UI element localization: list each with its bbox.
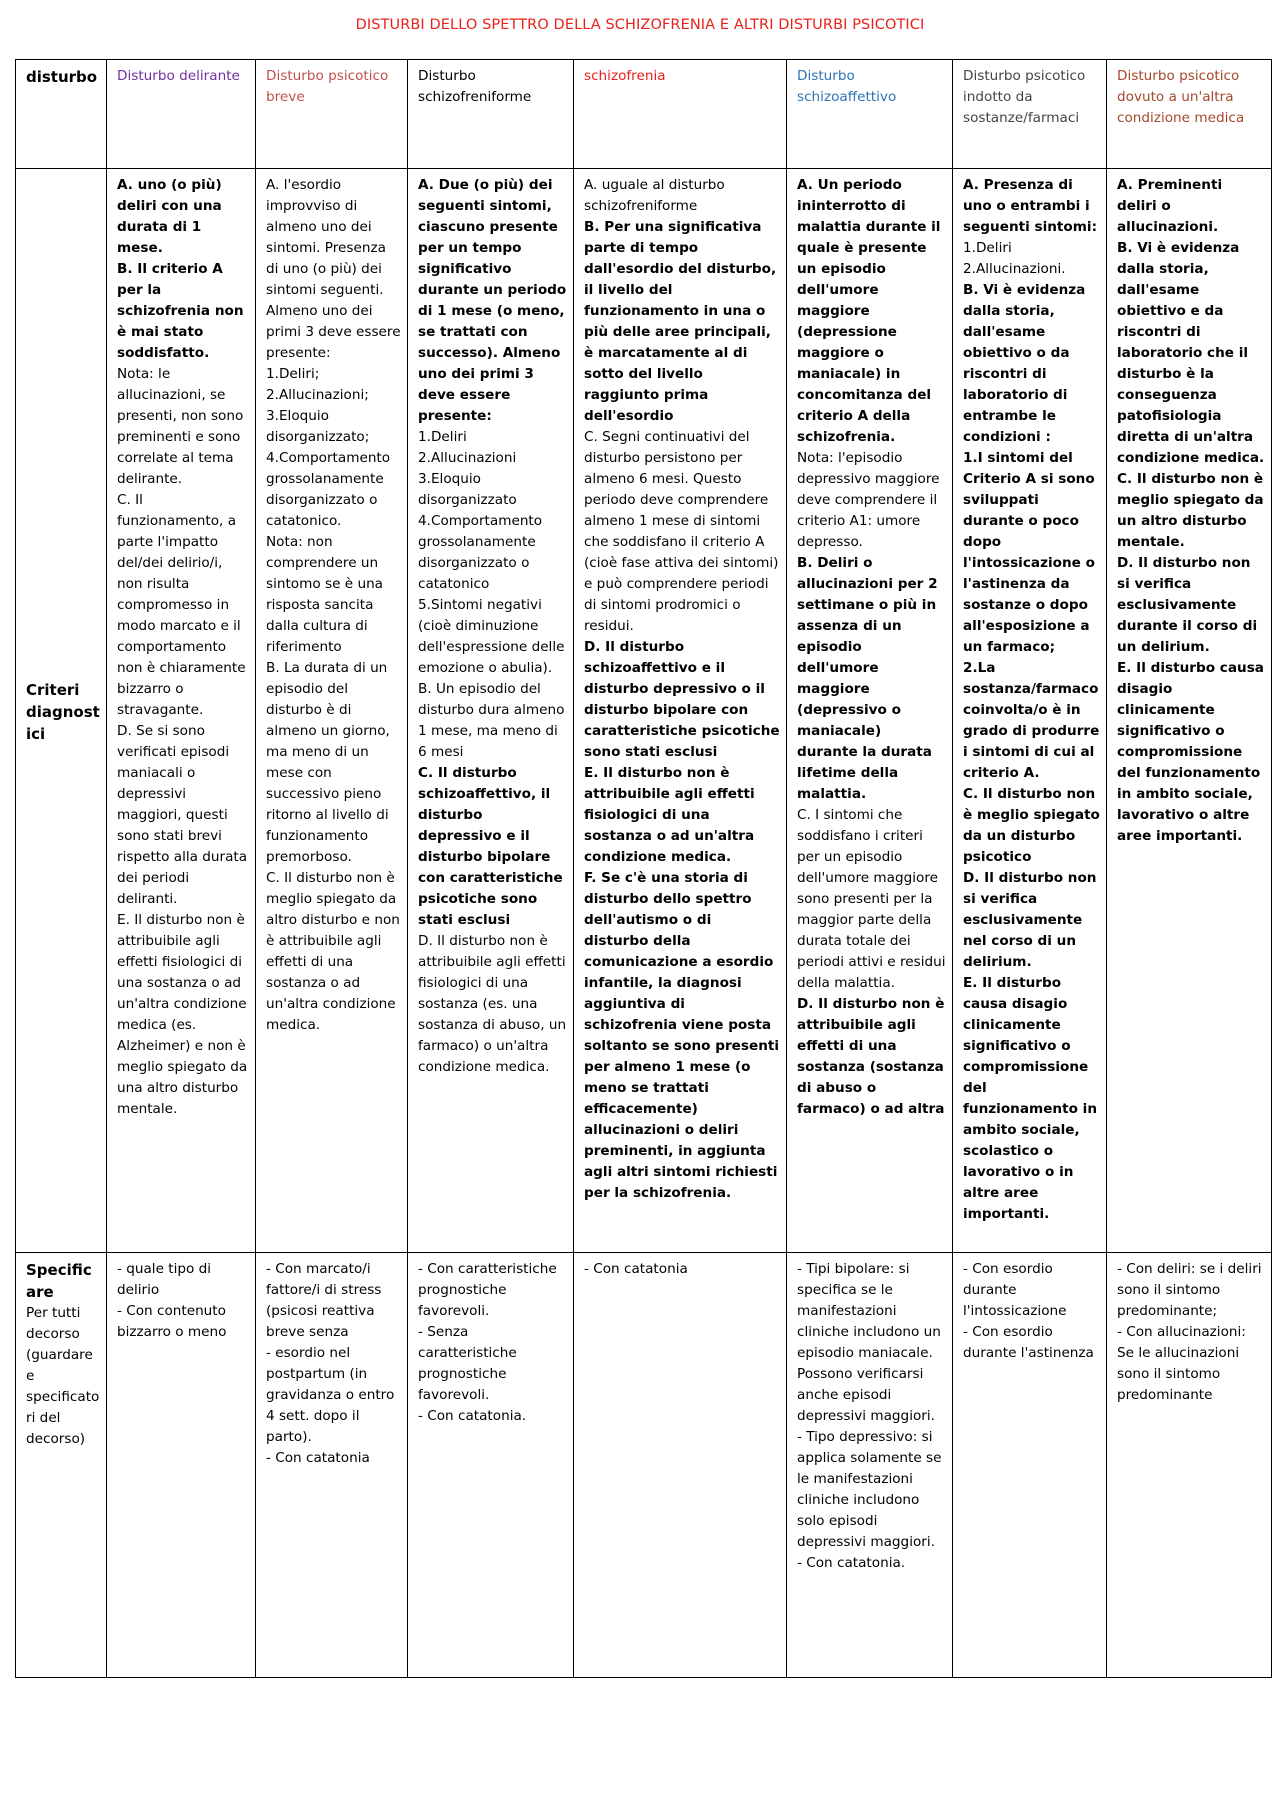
criterion-item: A. Due (o più) dei seguenti sintomi, ciascuno presente per un tempo significativo durante un periodo di 1 mese (o meno, se trattati con successo). Almeno uno dei primi 3 deve essere presente:: [418, 177, 571, 424]
header-schizofrenia: schizofrenia: [574, 60, 787, 169]
criterion-item: 3.Eloquio disorganizzato;: [266, 408, 370, 445]
criterion-item: D. Il disturbo non è attribuibile agli effetti di una sostanza (sostanza di abuso o farmaco) o ad altra: [797, 996, 950, 1117]
specifier-item: - quale tipo di delirio: [117, 1261, 216, 1298]
criterion-item: A. Presenza di uno o entrambi i seguenti sintomi:: [963, 177, 1098, 235]
header-label: disturbo: [26, 68, 98, 86]
specifier-item: - esordio nel postpartum (in gravidanza o entro 4 sett. dopo il parto).: [266, 1345, 399, 1445]
criterion-item: E. Il disturbo causa disagio clinicamente significativo o compromissione del funzionamento in ambito sociale, lavorativo o altre aree importanti.: [1117, 660, 1269, 844]
criteria-schizofrenia: [574, 169, 787, 1253]
criterion-item: C. Segni continuativi del disturbo persistono per almeno 6 mesi. Questo periodo deve comprendere almeno 1 mese di sintomi che soddisfano il criterio A (cioè fase attiva dei sintomi) e può comprendere periodi di sintomi prodromici o residui.: [584, 429, 783, 634]
header-schizoaffettivo: Disturbo schizoaffettivo: [787, 60, 953, 169]
header-psicotico-breve: Disturbo psicotico breve: [256, 60, 408, 169]
specifier-item: - Tipi bipolare: si specifica se le manifestazioni cliniche includono un episodio maniacale. Possono verificarsi anche episodi depressivi maggiori.: [797, 1261, 946, 1424]
specifier-item: - Con marcato/i fattore/i di stress (psicosi reattiva breve senza: [266, 1261, 386, 1340]
specifier-item: - Con esordio durante l'intossicazione: [963, 1261, 1067, 1319]
specifiers-label: Specificare: [26, 1261, 92, 1301]
criteria-psicotico-breve: [256, 169, 408, 1253]
criteria-label: Criteri diagnostici: [26, 680, 100, 743]
header-condizione-medica: Disturbo psicotico dovuto a un'altra condizione medica: [1107, 60, 1272, 169]
criterion-item: C. Il disturbo non è meglio spiegato da un altro disturbo mentale.: [1117, 471, 1269, 550]
criterion-item: C. Il funzionamento, a parte l'impatto del/dei delirio/i, non risulta compromesso in modo marcato e il comportamento non è chiaramente bizzarro o stravagante.: [117, 492, 250, 718]
criterion-item: 5.Sintomi negativi (cioè diminuzione dell'espressione delle emozione o abulia).: [418, 597, 569, 676]
specifiers-sublabel: Per tutti decorso (guardare e specificatori del decorso): [26, 1305, 100, 1447]
criterion-item: 1.Deliri: [418, 429, 467, 445]
criterion-item: 4.Comportamento grossolanamente disorganizzato o catatonico.: [266, 450, 395, 529]
criterion-item: 4.Comportamento grossolanamente disorganizzato o catatonico: [418, 513, 547, 592]
criterion-item: B. Vi è evidenza dalla storia, dall'esame obiettivo e da riscontri di laboratorio che il disturbo è la conseguenza patofisiologia diretta di un'altra condizione medica.: [1117, 240, 1265, 466]
criterion-item: C. Il disturbo non è meglio spiegato da altro disturbo e non è attribuibile agli effetti di una sostanza o ad un'altra condizione medica.: [266, 870, 405, 1033]
specifiers-delirante: [107, 1253, 256, 1678]
criterion-item: B. Deliri o allucinazioni per 2 settimane o più in assenza di un episodio dell'umore maggiore (depressivo o maniacale) durante la durata lifetime della malattia.: [797, 555, 943, 802]
criteria-schizoaffettivo: [787, 169, 953, 1253]
criteria-schizofreniforme: [408, 169, 574, 1253]
specifier-item: - Con deliri: se i deliri sono il sintomo predominante;: [1117, 1261, 1266, 1319]
document-title: DISTURBI DELLO SPETTRO DELLA SCHIZOFRENIA E ALTRI DISTURBI PSICOTICI: [355, 17, 925, 33]
criteria-indotto-sostanze: [953, 169, 1107, 1253]
criterion-item: Nota: non comprendere un sintomo se è una risposta sancita dalla cultura di riferimento: [266, 534, 388, 655]
criterion-item: 1.I sintomi del Criterio A si sono sviluppati durante o poco dopo l'intossicazione o l'astinenza da sostanze o dopo all'esposizione a un farmaco;: [963, 450, 1100, 655]
criterion-item: 1.Deliri: [963, 240, 1012, 256]
criterion-item: B. Il criterio A per la schizofrenia non è mai stato soddisfatto.: [117, 261, 249, 361]
criterion-item: F. Se c'è una storia di disturbo dello spettro dell'autismo o di disturbo della comunicazione a esordio infantile, la diagnosi aggiuntiva di schizofrenia viene posta soltanto se sono presenti per almeno 1 mese (o meno se trattati efficacemente) allucinazioni o deliri preminenti, in aggiunta agli altri sintomi richiesti per la schizofrenia.: [584, 870, 784, 1201]
specifier-item: - Con catatonia: [266, 1450, 370, 1466]
specifiers-indotto-sostanze: [953, 1253, 1107, 1678]
criterion-item: A. Un periodo ininterrotto di malattia durante il quale è presente un episodio dell'umore maggiore (depressione maggiore o maniacale) in concomitanza del criterio A della schizofrenia.: [797, 177, 946, 445]
header-delirante: Disturbo delirante: [107, 60, 256, 169]
specifiers-row: [16, 1253, 1272, 1678]
criterion-item: B. La durata di un episodio del disturbo è di almeno un giorno, ma meno di un mese con successivo pieno ritorno al livello di funzionamento premorboso.: [266, 660, 395, 865]
criterion-item: E. Il disturbo non è attribuibile agli effetti fisiologici di una sostanza o ad un'altra condizione medica.: [584, 765, 760, 865]
specifier-item: - Con catatonia.: [797, 1555, 906, 1571]
criterion-item: C. I sintomi che soddisfano i criteri per un episodio dell'umore maggiore sono presenti per la maggior parte della durata totale dei periodi attivi e residui della malattia.: [797, 807, 950, 991]
specifiers-schizofreniforme: [408, 1253, 574, 1678]
specifier-item: - Tipo depressivo: si applica solamente se le manifestazioni cliniche includono solo episodi depressivi maggiori.: [797, 1429, 946, 1550]
criterion-item: E. Il disturbo non è attribuibile agli effetti fisiologici di una sostanza o ad un'altra condizione medica (es. Alzheimer) e non è meglio spiegato da una altro disturbo mentale.: [117, 912, 252, 1117]
criterion-item: C. Il disturbo non è meglio spiegato da un disturbo psicotico: [963, 786, 1105, 865]
header-label-cell: [16, 60, 107, 169]
criterion-item: D. Il disturbo schizoaffettivo e il disturbo depressivo o il disturbo bipolare con caratteristiche psicotiche sono stati esclusi: [584, 639, 785, 760]
criterion-item: A. uno (o più) deliri con una durata di 1 mese.: [117, 177, 227, 256]
criterion-item: 2.Allucinazioni.: [963, 261, 1066, 277]
criteria-condizione-medica: [1107, 169, 1272, 1253]
criterion-item: A. l'esordio improvviso di almeno uno dei sintomi. Presenza di uno (o più) dei sintomi seguenti. Almeno uno dei primi 3 deve essere presente:: [266, 177, 405, 361]
criterion-item: 3.Eloquio disorganizzato: [418, 471, 517, 508]
criterion-item: Nota: l'episodio depressivo maggiore deve comprendere il criterio A1: umore depresso.: [797, 450, 944, 550]
specifier-item: - Con caratteristiche prognostiche favorevoli.: [418, 1261, 562, 1319]
criterion-item: 2.Allucinazioni;: [266, 387, 369, 403]
specifiers-schizoaffettivo: [787, 1253, 953, 1678]
criteria-row: [16, 169, 1272, 1253]
criterion-item: D. Il disturbo non si verifica esclusivamente nel corso di un delirium.: [963, 870, 1102, 970]
specifiers-schizofrenia: [574, 1253, 787, 1678]
criterion-item: A. Preminenti deliri o allucinazioni.: [1117, 177, 1227, 235]
criterion-item: D. Il disturbo non è attribuibile agli effetti fisiologici di una sostanza (es. una sostanza di abuso, un farmaco) o un'altra condizione medica.: [418, 933, 571, 1075]
criterion-item: B. Vi è evidenza dalla storia, dall'esame obiettivo o da riscontri di laboratorio di entrambe le condizioni :: [963, 282, 1091, 445]
criterion-item: B. Un episodio del disturbo dura almeno 1 mese, ma meno di 6 mesi: [418, 681, 569, 760]
criteria-label-cell: [16, 169, 107, 1253]
specifier-item: - Con catatonia.: [418, 1408, 527, 1424]
specifier-item: - Senza caratteristiche prognostiche favorevoli.: [418, 1324, 522, 1403]
specifier-item: - Con allucinazioni: Se le allucinazioni sono il sintomo predominante: [1117, 1324, 1251, 1403]
criterion-item: Nota: le allucinazioni, se presenti, non sono preminenti e sono correlate al tema delirante.: [117, 366, 248, 487]
specifiers-psicotico-breve: [256, 1253, 408, 1678]
specifiers-label-cell: [16, 1253, 107, 1678]
specifier-item: - Con esordio durante l'astinenza: [963, 1324, 1094, 1361]
disorders-table: [15, 59, 1272, 1678]
criterion-item: A. uguale al disturbo schizofreniforme: [584, 177, 730, 214]
specifiers-condizione-medica: [1107, 1253, 1272, 1678]
criterion-item: 1.Deliri;: [266, 366, 320, 382]
criterion-item: D. Se si sono verificati episodi maniacali o depressivi maggiori, questi sono stati brevi rispetto alla durata dei periodi deliranti.: [117, 723, 252, 907]
header-schizofreniforme: Disturbo schizofreniforme: [408, 60, 574, 169]
header-row: [16, 60, 1272, 169]
specifier-item: - Con catatonia: [584, 1261, 688, 1277]
criterion-item: 2.La sostanza/farmaco coinvolta/o è in grado di produrre i sintomi di cui al criterio A.: [963, 660, 1105, 781]
criterion-item: C. Il disturbo schizoaffettivo, il disturbo depressivo e il disturbo bipolare con caratteristiche psicotiche sono stati esclusi: [418, 765, 568, 928]
criterion-item: E. Il disturbo causa disagio clinicamente significativo o compromissione del funzionamento in ambito sociale, scolastico o lavorativo o in altre aree importanti.: [963, 975, 1102, 1222]
criterion-item: D. Il disturbo non si verifica esclusivamente durante il corso di un delirium.: [1117, 555, 1262, 655]
header-indotto-sostanze: Disturbo psicotico indotto da sostanze/farmaci: [953, 60, 1107, 169]
criteria-delirante: [107, 169, 256, 1253]
criterion-item: B. Per una significativa parte di tempo dall'esordio del disturbo, il livello del funzionamento in una o più delle aree principali, è marcatamente al di sotto del livello raggiunto prima dell'esordio: [584, 219, 781, 424]
criterion-item: 2.Allucinazioni: [418, 450, 517, 466]
specifier-item: - Con contenuto bizzarro o meno: [117, 1303, 231, 1340]
